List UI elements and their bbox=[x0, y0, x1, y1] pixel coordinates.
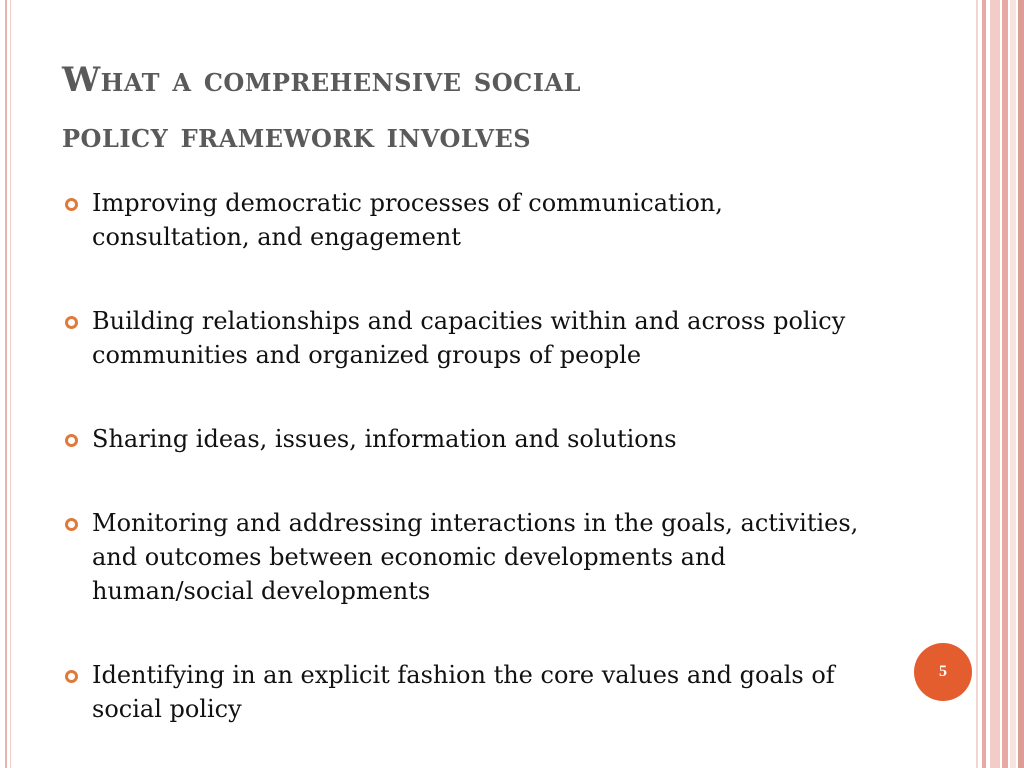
ring-bullet-icon bbox=[65, 316, 78, 329]
ring-bullet-icon bbox=[65, 518, 78, 531]
stripe bbox=[976, 0, 978, 768]
ring-bullet-icon bbox=[65, 198, 78, 211]
bullet-list bbox=[62, 186, 882, 726]
ring-bullet-icon bbox=[65, 670, 78, 683]
bullet-text: Sharing ideas, issues, information and solutions bbox=[92, 425, 677, 453]
ring-bullet-icon bbox=[65, 434, 78, 447]
bullet-item bbox=[62, 506, 882, 608]
bullet-item bbox=[62, 304, 882, 372]
stripe bbox=[990, 0, 1000, 768]
bullet-item bbox=[62, 422, 882, 456]
bullet-text: Monitoring and addressing interactions in the goals, activities, and outcomes between economic developments and human/social developments bbox=[92, 509, 859, 605]
bullet-text: Improving democratic processes of communication, consultation, and engagement bbox=[92, 189, 723, 251]
right-decorative-stripes bbox=[976, 0, 1024, 768]
slide-title-line-1: What a comprehensive social bbox=[62, 60, 581, 100]
bullet-text: Building relationships and capacities within and across policy communities and organized groups of people bbox=[92, 307, 846, 369]
page-number-badge bbox=[914, 643, 972, 701]
stripe bbox=[1018, 0, 1024, 768]
page-number: 5 bbox=[939, 663, 947, 680]
bullet-item bbox=[62, 186, 882, 254]
stripe bbox=[1010, 0, 1016, 768]
slide-title-line-2: policy framework involves bbox=[62, 116, 532, 156]
bullet-text: Identifying in an explicit fashion the core values and goals of social policy bbox=[92, 661, 835, 723]
slide-title bbox=[62, 52, 902, 164]
bullet-item bbox=[62, 658, 882, 726]
left-decorative-line bbox=[5, 0, 7, 768]
stripe bbox=[982, 0, 986, 768]
stripe bbox=[1002, 0, 1008, 768]
left-decorative-line-thin bbox=[10, 0, 11, 768]
